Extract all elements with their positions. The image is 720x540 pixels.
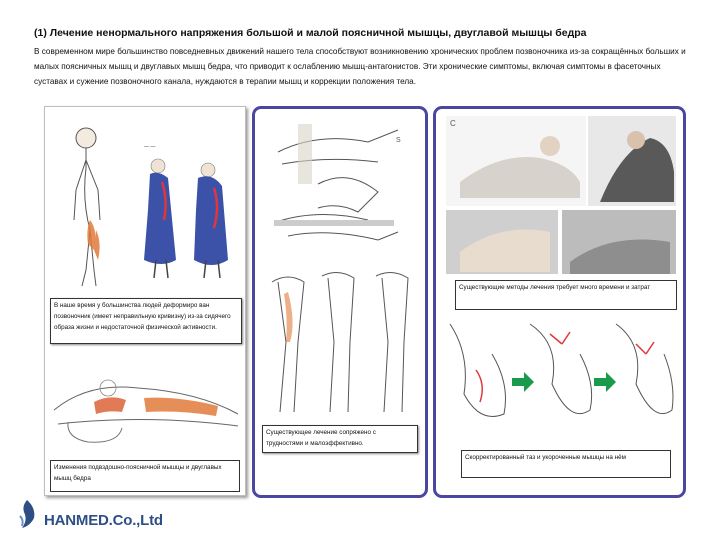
caption-methods-time: Существующие методы лечения требует много времени и затрат [455,280,677,310]
therapy-photos [440,112,680,278]
photo-letter: C [450,119,456,128]
caption-treatment-difficult: Существующее лечение сопряжено с трудностями и малоэффективно. [262,425,418,453]
arrow-right-icon [594,372,616,392]
pelvis-correction-diagram [440,314,680,446]
svg-text:— —: — — [144,144,156,150]
company-logo-text: HANMED.Co.,Ltd [44,512,163,529]
caption-muscle-changes: Изменения подвздошно-поясничной мышцы и двуглавых мышц бедра [50,460,240,492]
stretching-sketches [258,112,424,258]
page-title: (1) Лечение ненормального напряжения большой и малой поясничной мышцы, двуглавой мышцы бедра [34,27,587,39]
leg-skeleton-illustration [258,262,424,422]
caption-corrected: Скорректированный таз и укороченные мышцы на нём [461,450,671,478]
intro-paragraph: В современном мире большинство повседневных движений нашего тела способствуют возникновению хронических проблем позвоночника из-за сокращённых больших и малых поясничных мышц и двуглавых мышц бедра, что приводит к ослаблению мышц-антагонистов. Эти хронические симптомы, включая симптомы в фасеточных суставах и сужение позвоночного канала, нуждаются в терапии мышц и коррекции положения тела. [34,47,686,86]
muscle-illustration [48,362,242,448]
posture-illustration [46,110,244,290]
arrow-right-icon [512,372,534,392]
caption-deformed-spine: В наше время у большинства людей деформиро ван позвоночник (имеет неправильную кривизну) из-за сидячего образа жизни и недостаточной физической активности. [50,298,242,344]
sketch-letter: S [396,137,401,144]
company-logo-icon [14,498,40,530]
